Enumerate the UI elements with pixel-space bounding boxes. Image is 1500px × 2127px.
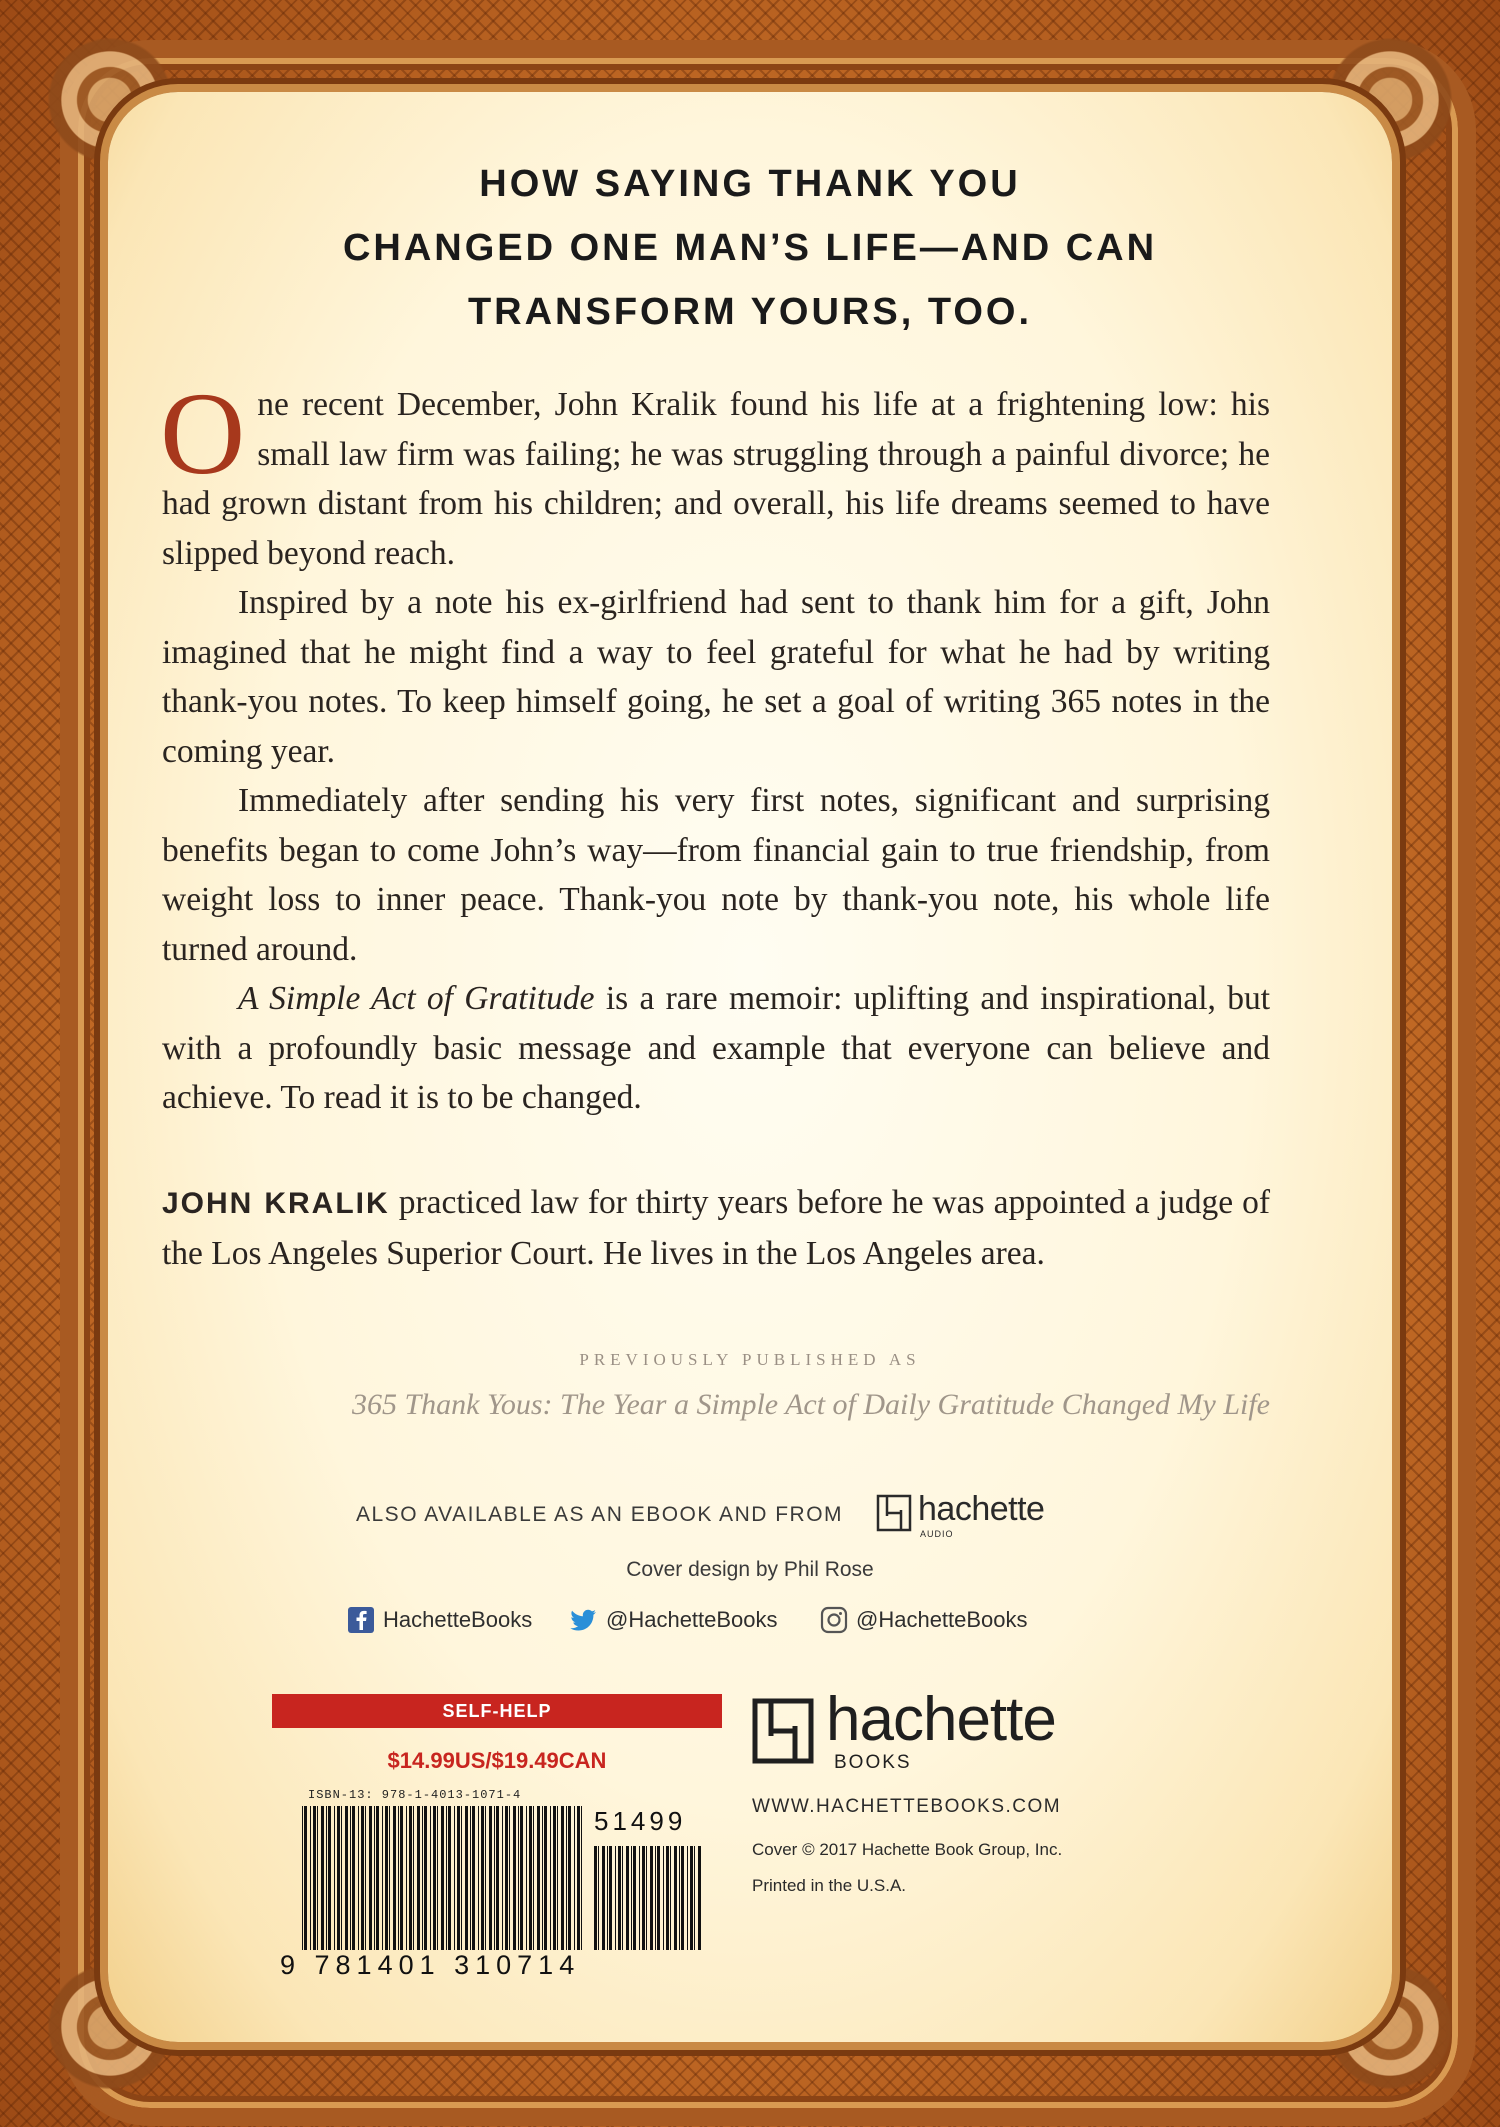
social-instagram: [820, 1606, 1028, 1634]
barcode-bar: [341, 1806, 342, 1950]
barcode-bar: [509, 1806, 510, 1950]
barcode-bar: [609, 1846, 612, 1950]
barcode-bar: [594, 1846, 597, 1950]
barcode-bar: [422, 1806, 423, 1950]
barcode-bar: [361, 1806, 364, 1950]
publisher-wordmark: hachette: [826, 1685, 1056, 1754]
barcode-bar: [687, 1846, 688, 1950]
barcode-bar: [398, 1806, 399, 1950]
barcode-bar: [650, 1846, 653, 1950]
barcode-bar: [663, 1846, 664, 1950]
barcode-bar: [461, 1806, 462, 1950]
isbn-line: ISBN-13: 978-1-4013-1071-4: [308, 1788, 522, 1802]
barcode-bar: [470, 1806, 471, 1950]
barcode-bar: [350, 1806, 351, 1950]
barcode-bar: [374, 1806, 375, 1950]
also-available-text: ALSO AVAILABLE AS AN EBOOK AND FROM: [356, 1503, 844, 1526]
social-twitter: [570, 1606, 778, 1634]
barcode-bar: [618, 1846, 621, 1950]
barcode-bar: [313, 1806, 316, 1950]
description: [160, 368, 1270, 1123]
barcode-bar: [698, 1846, 701, 1950]
barcode-bar: [337, 1806, 340, 1950]
genre-band: SELF-HELP: [272, 1694, 722, 1728]
barcode-bar: [639, 1846, 640, 1950]
barcode-bar: [626, 1846, 629, 1950]
paragraph-text: ne recent December, John Kralik found his life at a frightening low: his small law firm was failing; he was struggling through a painful divorce; he had grown distant from his children; and overall, his life dreams seemed to have slipped beyond reach.: [162, 386, 1270, 572]
instagram-icon: [820, 1606, 848, 1634]
barcode-bar: [631, 1846, 632, 1950]
barcode-bar: [352, 1806, 355, 1950]
barcode-bar: [494, 1806, 495, 1950]
barcode-bar: [481, 1806, 484, 1950]
drop-cap: O: [160, 368, 246, 499]
barcode-bar: [478, 1806, 479, 1950]
barcode-bar: [334, 1806, 335, 1950]
price-barcode: [592, 1846, 706, 1950]
barcode-bar: [328, 1806, 331, 1950]
barcode-bar: [385, 1806, 388, 1950]
copyright: Cover © 2017 Hachette Book Group, Inc.: [752, 1840, 1063, 1859]
isbn-barcode: [300, 1806, 588, 1950]
barcode-bar: [561, 1806, 564, 1950]
barcode-bar: [376, 1806, 379, 1950]
barcode-bar: [454, 1806, 455, 1950]
barcode-bar: [622, 1846, 623, 1950]
barcode-bar: [681, 1846, 684, 1950]
printed-in: Printed in the U.S.A.: [752, 1876, 907, 1895]
barcode-bar: [615, 1846, 616, 1950]
facebook-icon: [347, 1606, 375, 1634]
barcode-bar: [646, 1846, 647, 1950]
barcode-bar: [472, 1806, 475, 1950]
hachette-audio-wordmark: hachette: [918, 1490, 1045, 1528]
price-code: 51499: [594, 1806, 687, 1836]
author-bio-text: practiced law for thirty years before he was appointed a judge of the Los Angeles Superior Court. He lives in the Los Angeles area.: [162, 1184, 1270, 1272]
barcode-bar: [553, 1806, 556, 1950]
barcode-bar: [369, 1806, 372, 1950]
barcode-bar: [413, 1806, 414, 1950]
paragraph-4: [162, 974, 1270, 1123]
barcode-bar: [457, 1806, 460, 1950]
barcode-bar: [518, 1806, 519, 1950]
audio-label: AUDIO: [920, 1529, 954, 1539]
headline-line: TRANSFORM YOURS, TOO.: [467, 291, 1033, 333]
barcode-bar: [321, 1806, 324, 1950]
paragraph-text: is a rare memoir: uplifting and inspirational, but with a profoundly basic message and example that everyone can believe and achieve. To read it is to be changed.: [162, 980, 1270, 1116]
paragraph-1: [160, 368, 1270, 578]
barcode-bar: [607, 1846, 608, 1950]
barcode-bar: [642, 1846, 645, 1950]
barcode-bar: [655, 1846, 656, 1950]
barcode-bar: [581, 1806, 582, 1950]
barcode-bar: [602, 1846, 605, 1950]
barcode-bar: [424, 1806, 427, 1950]
barcode-bar: [317, 1806, 318, 1950]
cover-design-credit: Cover design by Phil Rose: [626, 1558, 874, 1581]
barcode-bar: [550, 1806, 551, 1950]
barcode-bar: [566, 1806, 567, 1950]
social-handle: @HachetteBooks: [606, 1607, 778, 1632]
barcode-bar: [533, 1806, 534, 1950]
barcode-bar: [448, 1806, 451, 1950]
barcode-bar: [505, 1806, 508, 1950]
hachette-books-logo-icon: [752, 1698, 814, 1764]
barcode-bar: [577, 1806, 580, 1950]
barcode-bar: [365, 1806, 366, 1950]
barcode-bar: [310, 1806, 311, 1950]
barcode-bar: [513, 1806, 516, 1950]
author-bio: [162, 1178, 1270, 1278]
headline: [160, 152, 1340, 344]
author-name: JOHN KRALIK: [162, 1187, 390, 1220]
isbn-digits: 9 781401 310714: [280, 1950, 581, 1980]
book-title: A Simple Act of Gratitude: [238, 980, 595, 1017]
barcode-bar: [574, 1806, 575, 1950]
barcode-bar: [502, 1806, 503, 1950]
social-handle: @HachetteBooks: [856, 1607, 1028, 1632]
paragraph-2: Inspired by a note his ex-girlfriend had sent to thank him for a gift, John imagined that he might find a way to feel grateful for what he had by writing thank-you notes. To keep himself going, he set a goal of writing 365 notes in the coming year.: [162, 584, 1270, 770]
barcode-bar: [382, 1806, 383, 1950]
barcode-bar: [657, 1846, 660, 1950]
headline-line: CHANGED ONE MAN’S LIFE—AND CAN: [342, 227, 1158, 269]
barcode-bar: [557, 1806, 558, 1950]
barcode-bar: [674, 1846, 677, 1950]
barcode-bar: [670, 1846, 671, 1950]
price: $14.99US/$19.49CAN: [387, 1748, 607, 1773]
social-facebook: [347, 1606, 532, 1634]
barcode-bar: [393, 1806, 396, 1950]
barcode-bar: [409, 1806, 412, 1950]
headline-line: HOW SAYING THANK YOU: [479, 163, 1021, 205]
paragraph-3: Immediately after sending his very first notes, significant and surprising benefits began to come John’s way—from financial gain to true friendship, from weight loss to inner peace. Thank-you note by thank-you note, his whole life turned around.: [162, 782, 1270, 968]
barcode-bar: [485, 1806, 486, 1950]
barcode-bar: [417, 1806, 420, 1950]
barcode-bar: [302, 1806, 303, 1950]
social-handle: HachetteBooks: [383, 1607, 533, 1632]
hachette-logo-icon: [876, 1494, 912, 1532]
barcode-bar: [537, 1806, 540, 1950]
barcode-bar: [400, 1806, 403, 1950]
barcode-bar: [679, 1846, 680, 1950]
publisher-website: WWW.HACHETTEBOOKS.COM: [752, 1796, 1062, 1817]
barcode-bar: [389, 1806, 390, 1950]
publisher-imprint: BOOKS: [834, 1752, 912, 1773]
barcode-bar: [358, 1806, 359, 1950]
barcode-bar: [542, 1806, 543, 1950]
barcode-bar: [526, 1806, 527, 1950]
barcode-bar: [568, 1806, 571, 1950]
previously-published-label: PREVIOUSLY PUBLISHED AS: [579, 1350, 921, 1369]
barcode-bar: [489, 1806, 492, 1950]
barcode-bar: [441, 1806, 444, 1950]
barcode-bar: [694, 1846, 695, 1950]
barcode-bar: [520, 1806, 523, 1950]
barcode-bar: [496, 1806, 499, 1950]
barcode-bar: [437, 1806, 438, 1950]
barcode-bar: [304, 1806, 307, 1950]
barcode-bar: [406, 1806, 407, 1950]
barcode-bar: [690, 1846, 693, 1950]
barcode-bar: [666, 1846, 669, 1950]
barcode-bar: [345, 1806, 348, 1950]
twitter-icon: [570, 1606, 598, 1634]
barcode-bar: [326, 1806, 327, 1950]
barcode-bar: [433, 1806, 436, 1950]
barcode-bar: [465, 1806, 468, 1950]
barcode-bar: [430, 1806, 431, 1950]
barcode-bar: [544, 1806, 547, 1950]
barcode-bar: [529, 1806, 532, 1950]
barcode-bar: [633, 1846, 636, 1950]
previous-title: 365 Thank Yous: The Year a Simple Act of Daily Gratitude Changed My Life: [351, 1388, 1270, 1421]
barcode-bar: [598, 1846, 599, 1950]
barcode-bar: [446, 1806, 447, 1950]
